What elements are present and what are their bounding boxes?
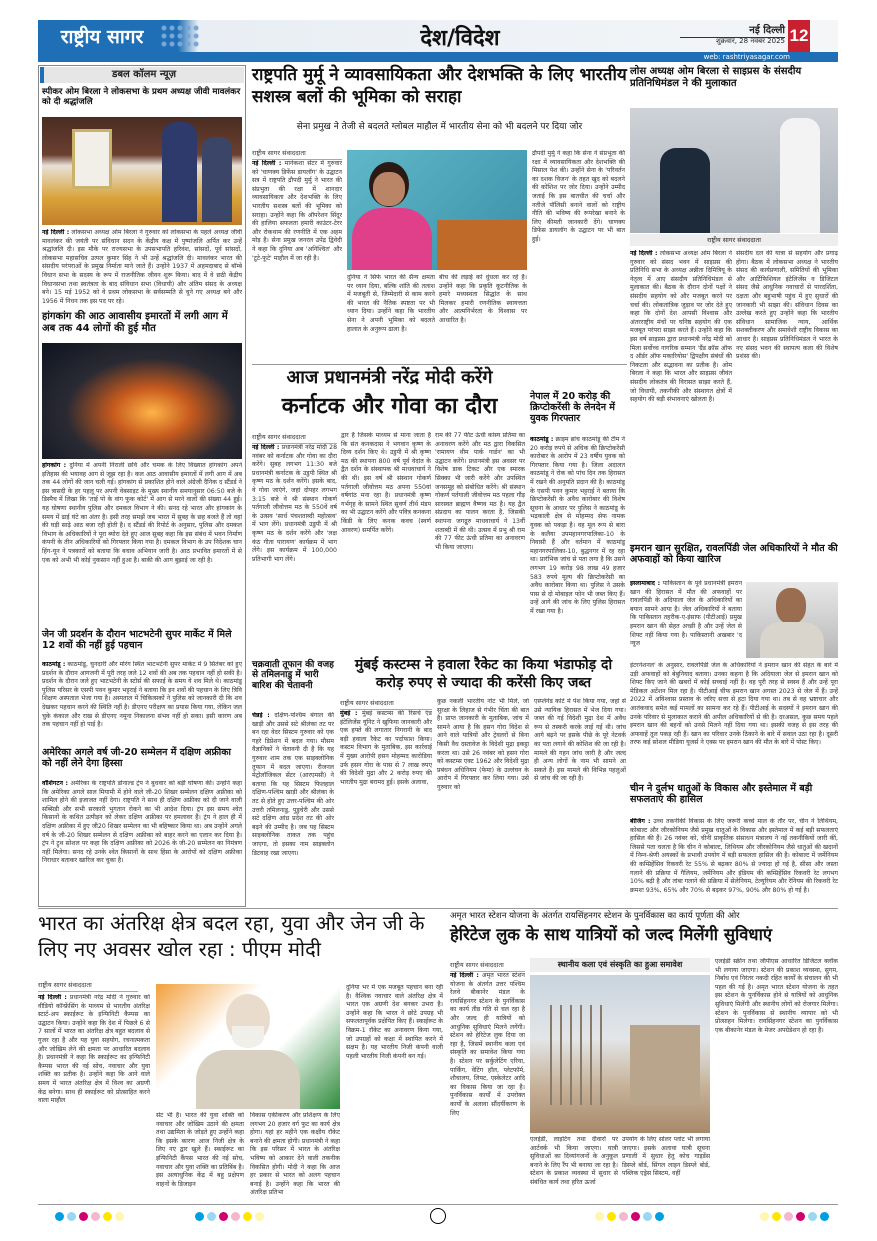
body-text: लोकसभा अध्यक्ष ओम बिरला ने गुरुवार को संसद भवन में साइप्रस की प्रतिनिधि सभा के अध्यक्ष अन्नीता दिमित्रियू के नेतृत्व में आए संसदीय प्रतिनिधिमंडल से मुलाकात की। बैठक के दौरान दोनों पक्षों ने संसदीय सहयोग को और मजबूत करने पर चर्चा की। लोकतांत्रिक जुड़ाव पर जोर देते हुए कहा कि दोनों देश आपसी विश्वास और अंतरराष्ट्रीय मंचों पर घनिष्ठ सहयोग की एक मजबूत परंपरा साझा करते हैं। उन्होंने कहा कि इस वर्ष साइप्रस द्वारा प्रधानमंत्री नरेंद्र मोदी को मिला सर्वोच्च नागरिक सम्मान 'ग्रैंड क्रॉस ऑफ द ऑर्डर ऑफ मकारियोस' द्विपक्षीय संबंधों की निकटता और सद्भावना का प्रतीक है। ओम बिरला ने कहा कि भारत और साइप्रस जीवंत संसदीय लोकतंत्र की विरासत साझा करते हैं, जो विधायी, तकनीकी और संस्थागत क्षेत्रों में सहयोग की बड़ी संभावनाएं खोलता है। <box>630 250 732 404</box>
footer-rule <box>38 1204 838 1205</box>
body-text: दक्षिण-पश्चिम बंगाल की खाड़ी और उससे सटे श्रीलंका तट पर बन रहा वेदर सिस्टम गुरुवार को एक गहरे डिप्रेशन में बदल गया। मौसम वैज्ञानिकों ने चेतावनी दी है कि यह गुरुवार शाम तक एक साइक्लोनिक तूफान में बदल जाएगा। रीजनल मेट्रोलॉजिकल सेंटर (आरएमसी) ने बताया कि यह सिस्टम फिलहाल दक्षिण-पश्चिम खाड़ी और श्रीलंका के तट से होते हुए उत्तर-पश्चिम की ओर उत्तरी तमिलनाडु, पुडुचेरी और उससे सटे दक्षिण आंध्र प्रदेश तट की ओर बढ़ने की उम्मीद है। जब यह सिस्टम साइक्लोनिक ताकत तक पहुंच जाएगा, तो इसका नाम साइक्लोन डिटवाह रखा जाएगा। <box>252 712 334 857</box>
lead-headline[interactable]: राष्ट्रपति मुर्मू ने व्यावसायिकता और देशभक्ति के लिए भारतीय सशस्त्र बलों की भूमिका को सराहा <box>252 65 627 107</box>
headline[interactable]: हांगकांग की आठ आवासीय इमारतों में लगी आग में अब तक 44 लोगों की हुई मौत <box>42 311 228 334</box>
article-body <box>252 444 337 654</box>
article-body <box>42 780 242 904</box>
headline[interactable]: लोस अध्यक्ष ओम बिरला से साइप्रस के संसदीय प्रतिनिधिमंडल ने की मुलाकात <box>630 66 802 89</box>
dateline: वॉशिंगटन : <box>42 780 68 787</box>
dateline: काठमांडू : <box>42 661 66 668</box>
dateline: नई दिल्ली : <box>252 444 280 451</box>
article-body: उपयोग के लिए सोलर प्लांट भी लगाया जाएगा। इसके अलावा यात्री सूचना प्रणाली में सुधार हेतु कोच गाइडेंस डिस्प्ले बोर्ड, सिंगल लाइन डिस्प्ले बोर्ड, पब्लिक एड्रेस सिस्टम, वहीं <box>622 1136 710 1178</box>
article-body <box>252 712 334 904</box>
article-body <box>42 229 242 307</box>
article-body: सेट भी है। भारत की युवा शक्ति को नवाचार और जोखिम उठाने की क्षमता तथा उद्यमिता के जोड़ते हुए उन्होंने कहा कि इसके कारण आज निजी क्षेत्र के लिए नए द्वार खुले हैं। स्काईरूट का इन्फिनिटी कैंपस भारत की नई सोच, नवाचार और युवा शक्ति का प्रतिबिंब है। इस अत्याधुनिक केंद्र में बहु प्रक्षेपण वाहनों के डिजाइन <box>156 1112 244 1188</box>
color-registration-marks <box>195 1212 264 1221</box>
body-text: अमेरिका के राष्ट्रपति डोनाल्ड ट्रंप ने बुधवार को बड़ी घोषणा की। उन्होंने कहा कि अमेरिका अगले साल मियामी में होने वाले जी-20 शिखर सम्मेलन दक्षिण अफ्रीका को शामिल होने की इजाजत नहीं देगा। राष्ट्रपति ने साथ ही दक्षिण अफ्रीका को दी जाने वाली सब्सिडी और सभी सरकारी भुगतान रोकने का भी आदेश दिया। ट्रंप इस समय श्वेत किसानों के कथित उत्पीड़न को लेकर दक्षिण अफ्रीका पर हमलावर हैं। ट्रंप ने हाल ही में दक्षिण अफ्रीका में हुए जी20 शिखर सम्मेलन का भी बहिष्कार किया था। अब उन्होंने अगले वर्ष के जी-20 शिखर सम्मेलन से दक्षिण अफ्रीका को बाहर करने का एलान कर दिया है। ट्रंप ने ट्रुथ सोशल पर कहा कि दक्षिण अफ्रीका को 2026 के जी-20 सम्मेलन का निमंत्रण नहीं मिलेगा। सनद रहे उनके श्वेत किसानों के साथ हिंसा के आरोपों को दक्षिण अफ्रीका निराधार बताकर खारिज कर चुका है। <box>42 780 242 865</box>
headline[interactable]: इमरान खान सुरक्षित, रावलपिंडी जेल अधिकारियों ने मौत की अफवाहों को किया खारिज <box>630 543 838 565</box>
photo-om-birla-tribute <box>42 117 242 225</box>
body-text: पाकिस्तान के पूर्व प्रधानमंत्री इमरान खान की हिरासत में मौत की अफवाहों पर रावलपिंडी के अदियाला जेल के अधिकारियों का बयान सामने आया है। जेल अधिकारियों ने बताया कि पाकिस्तान तहरीक-ए-इंसाफ (पीटीआई) प्रमुख इमरान खान की सेहत अच्छी है और उन्हें जेल से शिफ्ट नहीं किया गया है। पाकिस्तानी अखबार 'द न्यूज <box>630 580 742 648</box>
article-body: एलईडी, लाइटिंग तथा दीवारों पर आर्टवर्क भी किया जाएगा। यात्री सुविधाओं का दिव्यांगजनों के अनुकूल बनाने के लिए रैंप भी बनाया जा रहा है। स्टेशन के प्रकाश व्यवस्था में सुधार से संबंधित कार्य तथा हरित ऊर्जा <box>530 1136 618 1186</box>
headline[interactable]: जेन जी प्रदर्शन के दौरान भाटभटेनी सुपर मार्केट में मिले 12 शवों की नहीं हुई पहचान <box>42 629 232 651</box>
photo-title: स्थानीय कला एवं संस्कृति का हुआ समावेश <box>530 958 710 972</box>
article-body <box>252 160 342 360</box>
dateline: नई दिल्ली : <box>450 972 479 979</box>
byline: राष्ट्रीय सागर संवाददाता <box>252 432 337 444</box>
edition-city: नई दिल्ली <box>680 22 785 38</box>
headline[interactable]: स्पीकर ओम बिरला ने लोकसभा के प्रथम अध्यक्ष जीवी मावलंकर को दी श्रद्धांजलि <box>42 87 241 107</box>
dateline: इस्लामाबाद : <box>630 580 661 587</box>
kicker: अमृत भारत स्टेशन योजना के अंतर्गत रायसिंहनगर स्टेशन के पुनर्विकास का कार्य पूर्णता की ओर <box>450 911 740 921</box>
headline-line-2[interactable]: कर्नाटक और गोवा का दौरा <box>281 394 498 419</box>
dateline: नई दिल्ली : <box>252 160 282 167</box>
color-registration-marks <box>760 1212 829 1221</box>
body-text: प्रधानमंत्री नरेंद्र मोदी 28 नवंबर को कर्नाटक और गोवा का दौरा करेंगे। सुबह लगभग 11:30 बजे प्रधानमंत्री कर्नाटक के उडुपी स्थित श्री कृष्ण मठ के दर्शन करेंगे। इसके बाद, वे गोवा जाएंगे, जहां दोपहर लगभग 3:15 बजे वे श्री संस्थान गोकर्ण पर्तगाली जीवोत्तम मठ के 550वें वर्ष के उत्सव 'सार्ध पंचशताब्दी महोत्सव' में भाग लेंगे। प्रधानमंत्री उडुपी में श्री कृष्ण मठ के दर्शन करेंगे और 'लक्ष कंठ गीता पारायण' कार्यक्रम में भाग लेंगे। इस कार्यक्रम में 100,000 प्रतिभागी भाग लेंगे। <box>252 444 337 563</box>
headline[interactable]: मुंबई कस्टम्स ने हवाला रैकेट का किया भंडाफोड़ दो करोड़ रुपए से ज्यादा की करेंसी किए जब्त <box>354 657 613 691</box>
headline[interactable]: चीन ने दुर्लभ धातुओं के विकास और इस्तेमाल में बड़ी सफलताएं की हासिल <box>630 783 813 805</box>
byline: राष्ट्रीय सागर संवाददाता <box>38 980 138 992</box>
article-body <box>630 580 742 660</box>
headline[interactable]: नेपाल में 20 करोड़ की क्रिप्टोकरेंसी के लेनदेन में युवक गिरफ्तार <box>530 391 615 424</box>
article-body <box>42 462 242 628</box>
photo-imran-khan <box>746 582 838 658</box>
article-body: दुनिया भर में एक मजबूत पहचान बना रही है। वैश्विक नवाचार वाले अंतरिक्ष क्षेत्र में भारत एक अग्रणी देश बनकर उभरा है। उन्होंने कहा कि भारत ने छोटे उपग्रह भी सफलतापूर्वक प्रक्षेपित किए हैं। स्काईरूट के विक्रम-1 रॉकेट का अनावरण किया गया, जो उपग्रहों को कक्षा में स्थापित करने में सक्षम है। यह भारतीय निजी कंपनी वाली पहली भारतीय निजी कंपनी बन गई। <box>346 984 443 1060</box>
article-body <box>38 994 150 1200</box>
body-text: क्राइम ब्रांच काठमांडू की टीम ने 20 करोड़ रुपये से अधिक की क्रिप्टोकरेंसी कारोबार के आरोप में 23 वर्षीय युवक को गिरफ्तार किया गया है। जिला अदालत काठमांडू ने रोक को पांच दिन तक हिरासत में रखने की अनुमति प्रदान की है। काठमांडू के एसपी पवन कुमार भट्टराई ने बताया कि क्रिप्टोकरेंसी के अवैध कारोबार की विशेष सूचना के आधार पर पुलिस ने काठमांडू के भद्रकाली क्षेत्र से मोहम्मद सेफ नामक युवक को पकड़ा है। वह मूल रूप से बारा के कलैया उपमहानगरपालिका-10 के निवासी हैं और वर्तमान में काठमांडू महानगरपालिका-10, बुद्धनगर में रह रहा था। प्रारंभिक जांच से पता लगा है कि उसने लगभग 19 करोड़ 98 लाख 49 हजार 583 रुपये मूल्य की क्रिप्टोकरेंसी का अवैध कारोबार किया था। पुलिस ने उसके पास से दो मोबाइल फोन भी जब्त किए हैं। उन्हें आगे की जांच के लिए पुलिस हिरासत में रखा गया है। <box>530 436 625 615</box>
photo-caption: राष्ट्रीय सागर संवाददाता <box>630 234 838 246</box>
lead-subhead: सेना प्रमुख ने तेजी से बदलते ग्लोबल माहौल में भारतीय सेना को भी बदलने पर दिया जोर <box>296 122 583 132</box>
divider <box>38 908 838 909</box>
color-registration-marks <box>55 1212 124 1221</box>
body-text: प्रधानमंत्री नरेंद्र मोदी ने गुरुवार को वीडियो कॉन्फ्रेंसिंग के माध्यम से भारतीय अंतरिक्ष स्टार्ट-अप स्काईरूट के इन्फिनिटी कैम्पस का उद्घाटन किया। उन्होंने कहा कि देश में पिछले 6 से 7 सालों में भारत का अंतरिक्ष क्षेत्र बहुत बदलाव से गुजर रहा है और यह युवा सहयोग, रचनात्मकता और जोखिम लेने की क्षमता पर आधारित बदलाव है। प्रधानमंत्री ने कहा कि स्काईरूट का इन्फिनिटी कैम्पस भारत की नई सोच, नवाचार और युवा शक्ति का प्रतीक है। उन्होंने कहा कि आने वाले समय में भारत अंतरिक्ष क्षेत्र में विश्व का अग्रणी केंद्र बनेगा। साथ ही स्काईरूट को प्रोत्साहित करने वाला माहौल <box>38 994 150 1105</box>
photo-cyprus-delegation <box>630 108 838 233</box>
dateline: बीजिंग : <box>630 818 651 825</box>
byline: राष्ट्रीय सागर संवाददाता <box>450 960 525 972</box>
edition-date: शुक्रवार, 28 नवंबर 2025 <box>716 37 785 45</box>
section-title: देश/विदेश <box>420 26 500 51</box>
section-label: डबल कॉलम न्यूज़ <box>40 67 244 83</box>
body-text: मानेकशा सेंटर में गुरुवार को 'चाणक्य डिफेंस डायलॉग' के उद्घाटन सत्र में राष्ट्रपति द्रौपदी मुर्मु ने भारत की संप्रभुता की रक्षा में शानदार व्यावसायिकता और देशभक्ति के लिए भारतीय सशस्त्र बलों की भूमिका को सराहा। उन्होंने कहा कि ऑपरेशन सिंदूर की हालिया सफलता हमारी काउंटर-टेरर और रोकथाम की रणनीति में एक अहम मोड़ है। सेना प्रमुख जनरल उपेंद्र द्विवेदी ने कहा कि दुनिया अब 'अनिश्चित' और 'टूटे-फूटे' माहौल में जा रही है। <box>252 160 342 262</box>
article-body: संसदीय दल की यात्रा से सहयोग और प्रगाढ़ होगा। बैठक में लोकसभा अध्यक्ष ने भारतीय संसद की कार्यप्रणाली, समितियों की भूमिका और आर्टिफिशियल इंटेलिजेंस व डिजिटल संसद जैसे आधुनिक नवाचारों से पारदर्शिता, दक्षता और बहुभाषी पहुंच में हुए सुधारों की जानकारी भी साझा की। संविधान दिवस का उल्लेख करते हुए उन्होंने कहा कि भारतीय संविधान सामाजिक न्याय, आर्थिक सशक्तीकरण और समावेशी राष्ट्रीय विकास का आधार है। साइप्रस प्रतिनिधिमंडल ने भारत के नए संसद भवन की स्थापत्य कला की विशेष प्रशंसा की। <box>736 250 838 361</box>
headline[interactable]: अमेरिका अगले वर्ष जी-20 सम्मेलन में दक्षिण अफ्रीका को नहीं लेने देगा हिस्सा <box>42 747 232 769</box>
article-body: बीच की लड़ाई को धुंधला कर रहे हैं। उन्होंने कहा कि प्रकृति कूटनीतिक के हमारे मध्यस्थता सिद्धांत के साथ मिलकर हमारी रणनीतिक स्वायत्तता और आत्मनिर्भरता के विश्वास पर आधारित है। <box>439 274 527 324</box>
dateline: नई दिल्ली : <box>38 994 67 1001</box>
body-text: काठमांडू, चुनदारी और मोरंग स्थित भाटभटेनी सुपर मार्केट में 9 सितंबर को हुए प्रदर्शन के दौरान आगजनी में पूरी तरह जले 12 शवों की अब तक पहचान नहीं हो सकी है। प्रदर्शन के दौरान जले हुए भाटभटेनी के स्टोर्स की सफाई के समय ये शव मिले थे। काठमांडू पुलिस परिसर के एसपी पवन कुमार भट्टराई ने बताया कि इन शवों की पहचान के लिए त्रिवि शिक्षण अस्पताल भेजा गया है। अस्पताल में चिकित्सकों ने पुलिस को जानकारी दी कि शव देखकर पहचान करने की स्थिति नहीं है। डीएनए परीक्षण का प्रयास किया गया, लेकिन जल चुके कंकाल और राख से डीएनए नमूना निकालना संभव नहीं हो सका। इसी कारण अब तक पहचान नहीं हो पाई है। <box>42 661 242 729</box>
article-body: विकास एकीकरण और प्रशिक्षण के लिए लगभग 20 हजार वर्ग फुट का कार्य क्षेत्र होगा। यहां हर महीने एक कक्षीय रॉकेट बनाने की क्षमता होगी। प्रधानमंत्री ने कहा कि इस परिसर में भारत के अंतरिक्ष भविष्य को आकार देने वाली तकनीक विकसित होगी। मोदी ने कहा कि आज हर प्रकार से भारत को अलग पहचान बनाई है। उन्होंने कहा कि भारत की अंतरिक्ष प्रतिभा <box>250 1112 340 1197</box>
headline-line-1[interactable]: आज प्रधानमंत्री नरेंद्र मोदी करेंगे <box>286 367 493 388</box>
body-text: उच्च तकनीकी विकास के लिए जरूरी कच्चे माल के तौर पर, चीन ने लिथियम, कोबाल्ट और जीरकोनियम जैसे प्रमुख धातुओं के विकास और इस्तेमाल में कई बड़ी सफलताएं हासिल की हैं। 26 नवंबर को, चीनी प्राकृतिक संसाधन मंत्रालय ने नई तकनीकियों जारी कीं, जिससे पता चलता है कि चीन ने कोबाल्ट, लिथियम और जीरकोनियम जैसे धातुओं की खदानों में निम्न-श्रेणी अयस्कों के प्रभावी उपयोग में बड़ी सफलता हासिल की है। कोबाल्ट में जर्मेनियम की कम्प्रिहेंसिव रिकवरी रेट 55% से बढ़कर 80% से ज्यादा हो गई है, सीसा और जस्ता गलाने की प्रक्रिया में गैलियम, जर्मेनियम और इंडियम की कम्प्रिहेंसिव रिकवरी रेट लगभग 10% बढ़ी है और तांबा गलाने की प्रक्रिया में सेलेनियम, टेल्यूरियम और रेनियम की रिकवरी रेट क्रमशः 93%, 65% और 70% से बढ़कर 97%, 90% और 80% हो गई है। <box>630 818 838 894</box>
dateline: नई दिल्ली : <box>630 250 658 257</box>
article-body <box>450 972 525 1200</box>
article-body <box>340 710 432 904</box>
article-body: द्वार है जिसके माध्यम से माना जाता है कि संत कनकदास ने भगवान कृष्ण के दिव्य दर्शन किए थे। उडुपी में श्री कृष्ण मठ की स्थापना 800 वर्ष पूर्व वेदांत के द्वैत दर्शन के संस्थापक श्री माधवाचार्य ने की थी। इस वर्ष श्री संस्थान गोकर्ण पर्तगाली जीवोत्तम मठ अपना 550वां वर्षगांठ मना रहा है। प्रधानमंत्री कृष्ण गर्भगृह के सामने स्थित सुवर्ण तीर्थ मंडप का भी उद्घाटन करेंगे और पवित्र कनकना किंडी के लिए कनक कवच (स्वर्ण आवरण) समर्पित करेंगे। <box>341 432 431 534</box>
dateline: मुंबई : <box>340 710 358 717</box>
dateline: नई दिल्ली : <box>42 229 70 236</box>
newspaper-logo[interactable]: राष्ट्रीय सागर <box>60 26 144 48</box>
article-body: दुनिया ने सिर्फ भारत की सैन्य क्षमता पर ध्यान दिया, बल्कि शांति की तलाश में मजबूती से, जिम्मेदारी से काम करने की भारत की नैतिक स्पष्टता पर भी ध्यान दिया। उन्होंने कहा कि भारतीय सेना ने अपनी भूमिका को बदलते हालात के अनुरूप ढाला है। <box>347 274 435 333</box>
body-text: अमृत भारत स्टेशन योजना के अंतर्गत उत्तर पश्चिम रेलवे बीकानेर मंडल के रायसिंहनगर स्टेशन के पुनर्विकास का कार्य तीव्र गति से चल रहा है और जल्द ही यात्रियों को आधुनिक सुविधाएं मिलने लगेंगी। स्टेशन को हेरिटेज लुक दिया जा रहा है, जिसमें स्थानीय कला एवं संस्कृति का समावेश किया गया है। स्टेशन पर सर्कुलेटिंग एरिया, पार्किंग, वेटिंग हॉल, प्लेटफॉर्म, शौचालय, लिफ्ट, एस्केलेटर आदि का विकास किया जा रहा है। पुनर्विकास कार्यों में उपरोक्त कार्यों के अलावा सौंदर्यीकरण के लिए <box>450 972 525 1117</box>
page-number: 12 <box>788 20 810 52</box>
body-text: मुंबई कस्टम्स की रिसर्च एंड इंटेलिजेंस यूनिट ने खुफिया जानकारी और एक हफ्ते की लगातार निगरानी के बाद बड़ी हवाला रैकेट का पर्दाफाश किया। कस्टम विभाग के मुताबिक, इस कार्रवाई में मुख्य आरोपी हसन मोहम्मद कारोडिया उर्फ हसन गोरा के पास से 7 लाख रुपए की विदेशी मुद्रा और 2 करोड़ रुपए की भारतीय मुद्रा बरामद हुई। इसके अलावा, <box>340 710 432 786</box>
color-registration-marks <box>595 1212 664 1221</box>
dateline: हांगकांग : <box>42 462 67 469</box>
headline[interactable]: चक्रवाती तूफान की वजह से तमिलनाडु में भारी बारिश की चेतावनी <box>252 660 334 691</box>
article-body: द्रौपदी मुर्मु ने कहा कि सेना ने संप्रभुता की रक्षा में व्यावसायिकता और देशभक्ति की मिसाल पेश की। उन्होंने सेना के 'परिवर्तन का दशक विजन' के तहत खुद को बदलने की कोशिश पर जोर दिया। उन्होंने उम्मीद जताई कि इस बातचीत की चर्चा और नतीजे पॉलिसी बनाने वालों को राष्ट्रीय नीति की भविष्य की रूपरेखा बनाने के लिए कीमती जानकारी देंगे। चाणक्य डिफेंस डायलॉग के उद्घाटन पर भी बात हुई। <box>532 150 625 243</box>
article-body: कुछ नकली भारतीय नोट भी मिले, जो सुरक्षा के लिहाज से गंभीर चिंता की बात है। प्राप्त जानकारी के मुताबिक, जांच में सामने आया है कि हसन गोरा विदेश से आने वाले यात्रियों और ट्रेवलरों से बिना किसी वैध दस्तावेज के विदेशी मुद्रा इकट्ठा करता था। उसे 26 नवंबर को हसन गोरा को कस्टम्स एक्ट 1962 और विदेशी मुद्रा प्रबंधन अधिनियम (फेमा) के उल्लंघन के आरोप में गिरफ्तार कर लिया गया। उसे गुरुवार को <box>437 698 529 791</box>
dateline: चेन्नई : <box>252 712 270 719</box>
decorative-dots-icon <box>160 24 200 48</box>
article-body <box>42 661 242 745</box>
photo-pm-modi <box>156 984 340 1109</box>
article-body <box>530 436 625 654</box>
headline[interactable]: भारत का अंतरिक्ष क्षेत्र बदल रहा, युवा और जेन जी के लिए नए अवसर खोल रहा : पीएम मोदी <box>38 911 425 961</box>
body-text: दुनिया में अपनी निराली छवि और चमक के लिए विख्यात हांगकांग अपने इतिहास की भयावह आग से जूझ रहा है। कल आठ आवासीय इमारतों में लगी आग में अब तक 44 लोगों की जान चली गई। हांगकांग से प्रकाशित होने वाले अंग्रेजी दैनिक द स्टैंडर्ड ने इस त्रासदी के हर पहलू पर अपनी वेबसाइट के मुख्य स्थानीय समयानुसार 06:50 बजे के डिस्पैच में लिखा कि 'ताई पो के वांग फुक कोर्ट' में आग से मरने वालों की संख्या 44 हुई। यह घोषणा स्थानीय पुलिस और दमकल विभाग ने की। सनद रहे भारत और हांगकांग के समय में ढाई घंटे का अंतर है। इसी तरह समझें जब भारत में सुबह के छह बजते हैं तो वहां की घड़ी साढ़े आठ बजा रही होती है। द स्टैंडर्ड की रिपोर्ट के अनुसार, पुलिस और दमकल विभाग के अधिकारियों ने पूरा ब्योरा देते हुए आज सुबह कहा कि इस संबंध में भवन निर्माण कंपनी के तीन अधिकारियों को गिरफ्तार किया गया है। दमकल विभाग के उप निदेशक चान हिंग-यून ने पत्रकारों को बताया कि बचाव अभियान जारी है। आठ प्रभावित इमारतों में से एक को अभी भी कोई नुकसान नहीं हुआ है। बाकी की आग बुझाई जा रही है। <box>42 462 242 564</box>
article-body: एस्प्लेनेड कोर्ट में पेश किया गया, जहां से उसे न्यायिक हिरासत में भेज दिया गया। जब्त की गई विदेशी मुद्रा देश में अवैध रूप से तस्करी करके लाई गई थी। जांच आगे बढ़ने पर इसके पीछे के पूरे नेटवर्क का पता लगाने की कोशिश की जा रही है। मामले की गहन जांच जारी है और जल्द ही अन्य लोगों के नाम भी सामने आ सकते हैं। इस मामले की विभिन्न पहलुओं से जांच की जा रही है। <box>534 698 626 783</box>
article-body: इंटरनेशनल' के अनुसार, रावलपिंडी जेल के अधिकारियों ने इमरान खान की सेहत के बारे में उड़ी अफवाहों को बेबुनियाद बताया। उनका कहना है कि अदियाला जेल से इमरान खान को शिफ्ट किए जाने की खबरों में कोई सच्चाई नहीं है। वह पूरी तरह से स्वस्थ हैं और उन्हें पूरा मेडिकल अटेंशन मिल रहा है। पीटीआई चीफ इमरान खान अगस्त 2023 से जेल में हैं। उन्हें 2022 में अविश्वास प्रस्ताव के जरिए सत्ता से हटा दिया गया था। तब से वह भ्रष्टाचार और आतंकवाद समेत कई मामलों का सामना कर रहे हैं। पीटीआई के सदस्यों ने इमरान खान की उनके परिवार से मुलाकात कराने की अपील अधिकारियों से की है। दरअसल, कुछ समय पहले इमरान खान की बहनों को उनसे मिलने नहीं दिया गया था। इसकी वजह से इस तरह की अफवाहें तूल पकड़ रही हैं। खान का परिवार उनके ठिकाने के बारे में सवाल उठा रहा है। दूसरी तरफ कई सोशल मीडिया यूजर्स ने एक्स पर इमरान खान की मौत के बारे में पोस्ट किए। <box>630 662 838 747</box>
dateline: काठमांडू : <box>530 436 554 443</box>
divider <box>252 364 627 365</box>
byline: राष्ट्रीय सागर संवाददाता <box>340 698 432 710</box>
article-body: राम की 77 फीट ऊंची कांस्य प्रतिमा का अनावरण करेंगे और मठ द्वारा विकसित 'रामायण थीम पार्क गार्डन' का भी उद्घाटन करेंगे। प्रधानमंत्री इस अवसर पर विशेष डाक टिकट और एक स्मारक सिक्का भी जारी करेंगे और उपस्थित जनसमूह को संबोधित करेंगे। श्री संस्थान गोकर्ण पर्तगाली जीवोत्तम मठ पहला गौड़ सारस्वत ब्राह्मण वैष्णव मठ है। यह द्वैत संप्रदाय का पालन करता है, जिसकी स्थापना जगद्गुरु माधवाचार्य ने 13वीं शताब्दी में की थी। उत्सव में प्रभु श्री राम की 77 फीट ऊंची प्रतिमा का अनावरण भी किया जाएगा। <box>435 432 525 551</box>
registration-crosshair-icon <box>430 1208 446 1224</box>
article-body <box>630 818 838 904</box>
byline: राष्ट्रीय सागर संवाददाता <box>252 148 342 160</box>
headline[interactable]: हेरिटेज लुक के साथ यात्रियों को जल्द मिलेंगी सुविधाएं <box>450 925 772 944</box>
website-link[interactable]: web: rashtriyasagar.com <box>703 53 790 61</box>
photo-hongkong-fire <box>42 343 242 459</box>
article-body: एलईडी स्क्रीन तथा जीपीएस आधारित डिजिटल क्लॉक भी लगाया जाएगा। स्टेशन की प्रकाश व्यवस्था, सुगम, निर्बाध एवं निरंतर नकदी रहित कार्यों के संचालन की भी पहल की गई है। अमृत भारत स्टेशन योजना के तहत इस स्टेशन के पुनर्विकास होने से यात्रियों को आधुनिक सुविधाएं मिलेंगी और स्थानीय लोगों को रोजगार मिलेगा। स्टेशन के पुनर्विकास से स्थानीय व्यापार को भी प्रोत्साहन मिलेगा। रायसिंहनगर स्टेशन का पुनर्विकास एक बीकानेर मंडल के मेजर अपग्रेडेशन हो रहा है। <box>715 958 838 1034</box>
article-body <box>630 250 732 525</box>
photo-station-construction <box>530 975 710 1133</box>
body-text: लोकसभा अध्यक्ष ओम बिरला ने गुरुवार को लोकसभा के पहले अध्यक्ष जीवी मावलंकर की जयंती पर संविधान सदन के केंद्रीय कक्ष में पुष्पांजलि अर्पित कर उन्हें श्रद्धांजलि दी। इस मौके पर राज्यसभा के उपसभापति हरिवंश, सांसदों, पूर्व सांसदों, लोकसभा महासचिव उत्पल कुमार सिंह ने भी उन्हें श्रद्धांजलि दी। मावलंकर भारत की संसदीय परंपराओं के प्रमुख निर्माता माने जाते हैं। उन्होंने 1937 में अहमदाबाद से बॉम्बे विधान सभा के सदस्य के रूप में राजनीतिक जीवन शुरू किया। बाद में वे छठी केंद्रीय विधानसभा तथा स्वतंत्रता के बाद संविधान सभा (विधायी) और अंतिम संसद के अध्यक्ष बने। 15 मई 1952 को वे प्रथम लोकसभा के सर्वसम्मति से चुने गए अध्यक्ष बने और 1956 में निधन तक इस पद पर रहे। <box>42 229 242 305</box>
photo-president-murmu <box>347 150 527 270</box>
